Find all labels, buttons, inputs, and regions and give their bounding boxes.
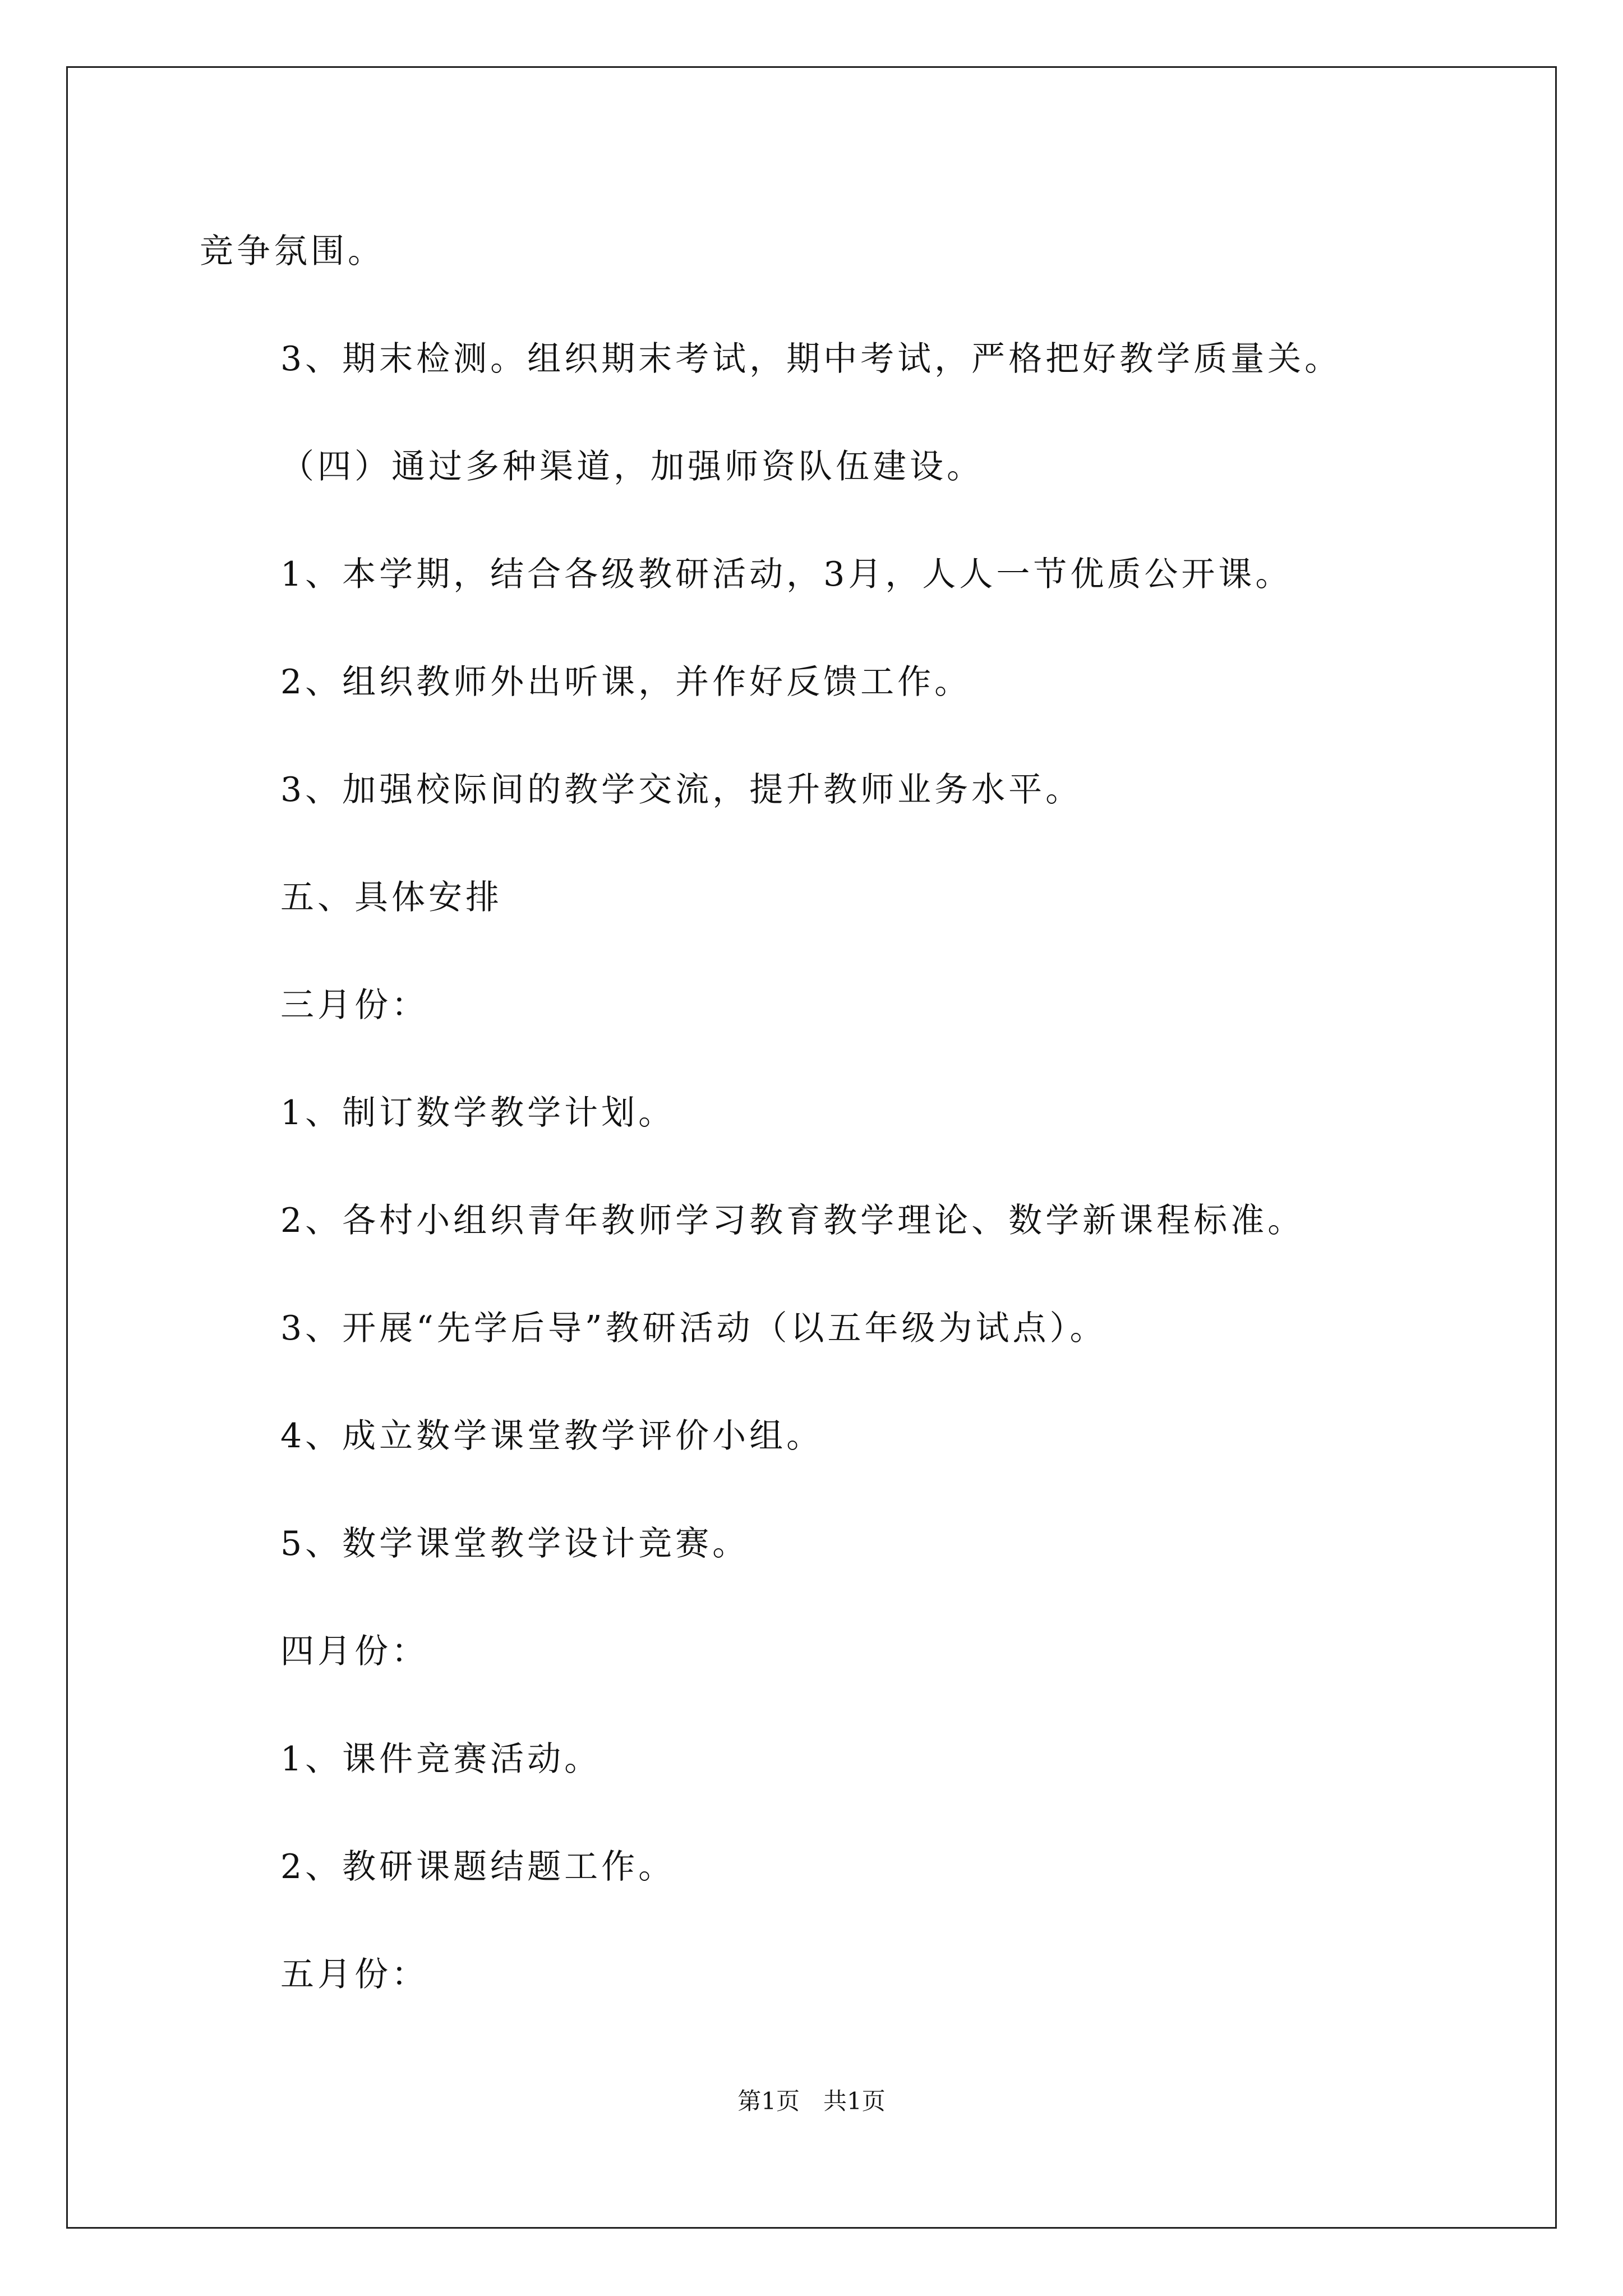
- paragraph: 2、组织教师外出听课，并作好反馈工作。: [280, 662, 972, 702]
- page-border: [66, 66, 1557, 2229]
- paragraph: 3、开展“先学后导”教研活动（以五年级为试点）。: [280, 1309, 1107, 1348]
- section-heading: （四）通过多种渠道，加强师资队伍建设。: [280, 447, 984, 486]
- section-heading: 五、具体安排: [280, 878, 502, 917]
- paragraph-continuation: 竞争氛围。: [200, 232, 385, 271]
- paragraph: 2、各村小组织青年教师学习教育教学理论、数学新课程标准。: [280, 1201, 1305, 1240]
- paragraph: 4、成立数学课堂教学评价小组。: [280, 1416, 824, 1456]
- paragraph: 2、教研课题结题工作。: [280, 1847, 676, 1887]
- paragraph: 1、课件竞赛活动。: [280, 1740, 602, 1779]
- paragraph: 3、期末检测。组织期末考试，期中考试，严格把好教学质量关。: [280, 339, 1342, 379]
- month-heading: 五月份：: [280, 1955, 428, 1994]
- paragraph: 5、数学课堂教学设计竞赛。: [280, 1524, 750, 1563]
- paragraph: 1、本学期，结合各级教研活动，3月，人人一节优质公开课。: [280, 555, 1293, 594]
- paragraph: 3、加强校际间的教学交流，提升教师业务水平。: [280, 770, 1083, 809]
- paragraph: 1、制订数学教学计划。: [280, 1093, 676, 1133]
- month-heading: 四月份：: [280, 1632, 428, 1671]
- page-footer: 第1页 共1页: [737, 2087, 886, 2115]
- month-heading: 三月份：: [280, 986, 428, 1025]
